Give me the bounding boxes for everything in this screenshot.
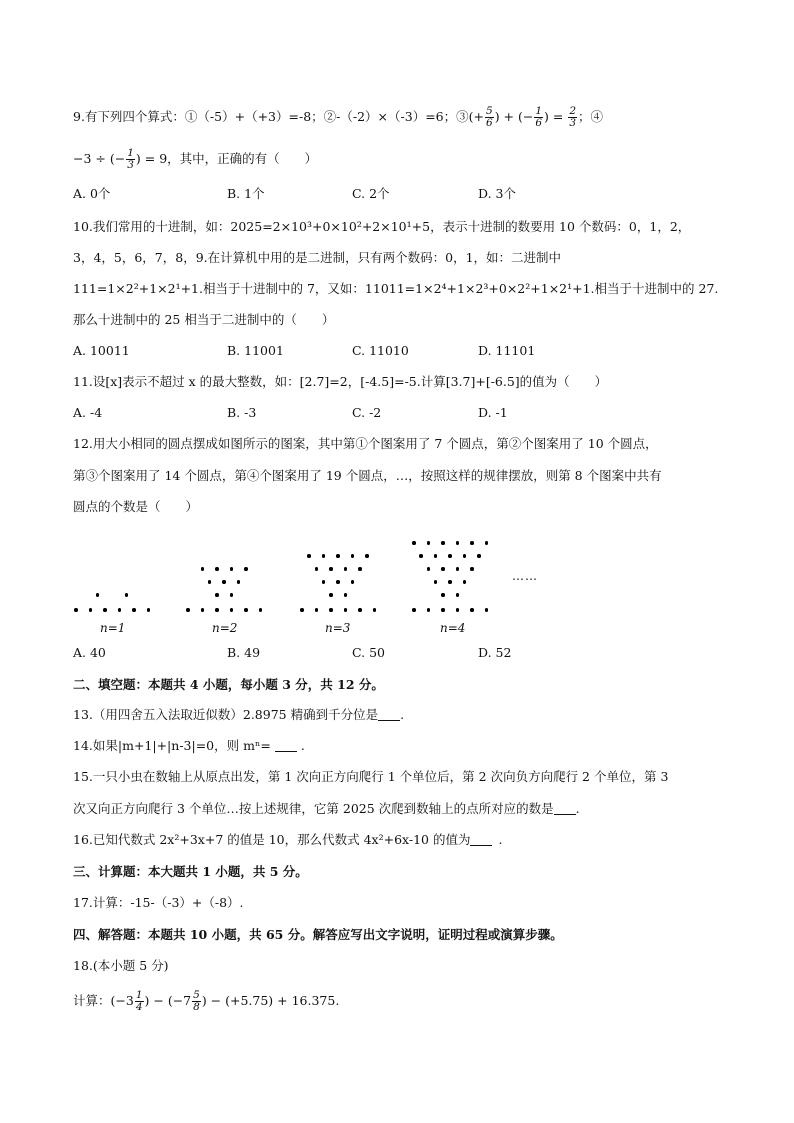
- pattern-2-dot: [201, 608, 205, 612]
- pattern-3-dot: [307, 554, 311, 558]
- pattern-2-dot: [201, 567, 205, 571]
- pattern-4-dot: [412, 541, 416, 545]
- pattern-2-dot: [244, 567, 248, 571]
- pattern-3-dot: [329, 608, 333, 612]
- q9-option-b: B. 1个: [227, 186, 265, 201]
- q12-option-a: A. 40: [73, 645, 106, 660]
- q9-option-d: D. 3个: [478, 186, 516, 201]
- q9-line1: 9.有下列四个算式：①（-5）+（+3）=-8；②-（-2）×（-3）=6；③(+ $\frac{5}{6}$ ) + (− $\frac{1}{6}$ ) = $\frac{2}{3}$ ；④: [73, 105, 604, 129]
- pattern-4-dot: [485, 541, 489, 545]
- q18-expression: 计算：(−3 $\frac{1}{4}$ ) − (−7 $\frac{5}{8}$ ) − (+5.75) + 16.375.: [73, 989, 340, 1013]
- q15-answer-blank[interactable]: [554, 802, 576, 815]
- pattern-3-dot: [358, 608, 362, 612]
- q15-line1: 15.一只小虫在数轴上从原点出发，第 1 次向正方向爬行 1 个单位后，第 2 次向负方向爬行 2 个单位，第 3: [73, 769, 669, 784]
- figure-label-n1: n=1: [100, 621, 126, 635]
- q10-option-d: D. 11101: [478, 343, 536, 358]
- pattern-4-dot: [463, 554, 467, 558]
- pattern-3-dot: [351, 580, 355, 584]
- pattern-2-dot: [215, 567, 219, 571]
- figure-label-n3: n=3: [325, 621, 351, 635]
- section-3-heading: 三、计算题：本大题共 1 小题，共 5 分。: [73, 864, 308, 879]
- pattern-2-dot: [230, 593, 234, 597]
- pattern-2-dot: [186, 608, 190, 612]
- pattern-4-dot: [412, 608, 416, 612]
- pattern-2-dot: [215, 608, 219, 612]
- q13-line: 13.（用四舍五入法取近似数）2.8975 精确到千分位是 .: [73, 707, 405, 722]
- pattern-1-dot: [103, 608, 107, 612]
- q9-frac-a: $\frac{5}{6}$: [486, 105, 493, 129]
- pattern-3-dot: [373, 608, 377, 612]
- pattern-4-dot: [485, 608, 489, 612]
- pattern-2-dot: [208, 580, 212, 584]
- pattern-4-dot: [477, 554, 481, 558]
- q11-option-b: B. -3: [227, 405, 257, 420]
- pattern-4-dot: [427, 608, 431, 612]
- pattern-4-dot: [441, 593, 445, 597]
- pattern-3-dot: [351, 554, 355, 558]
- section-4-heading: 四、解答题：本题共 10 小题，共 65 分。解答应写出文字说明，证明过程或演算步骤。: [73, 927, 563, 942]
- q11-line1: 11.设[x]表示不超过 x 的最大整数，如：[2.7]=2，[-4.5]=-5.计算[3.7]+[-6.5]的值为（ ）: [73, 374, 608, 389]
- q16-line: 16.已知代数式 2x²+3x+7 的值是 10，那么代数式 4x²+6x-10 的值为 .: [73, 832, 503, 847]
- q9-text: 9.有下列四个算式：①（-5）+（+3）=-8；②-（-2）×（-3）=6；③: [73, 109, 469, 124]
- q9-line2: −3 ÷ (− $\frac{1}{3}$ ) = 9，其中，正确的有（ ）: [73, 147, 318, 171]
- pattern-4-dot: [441, 567, 445, 571]
- pattern-2-dot: [230, 608, 234, 612]
- q10-option-a: A. 10011: [73, 343, 130, 358]
- pattern-3-dot: [300, 608, 304, 612]
- pattern-3-dot: [344, 567, 348, 571]
- pattern-3-dot: [336, 580, 340, 584]
- pattern-4-dot: [434, 554, 438, 558]
- q9-option-a: A. 0个: [73, 186, 111, 201]
- pattern-4-dot: [441, 541, 445, 545]
- pattern-2-dot: [259, 608, 263, 612]
- q10-line2: 3，4，5，6，7，8，9.在计算机中用的是二进制，只有两个数码：0，1，如：二进制中: [73, 250, 562, 265]
- q12-option-d: D. 52: [478, 645, 512, 660]
- q12-option-b: B. 49: [227, 645, 261, 660]
- pattern-3-dot: [329, 567, 333, 571]
- q17-line: 17.计算：-15-（-3）+（-8）.: [73, 895, 244, 910]
- pattern-4-dot: [427, 541, 431, 545]
- pattern-3-dot: [322, 580, 326, 584]
- pattern-1-dot: [147, 608, 151, 612]
- figure-ellipsis: ……: [512, 569, 538, 583]
- pattern-3-dot: [329, 593, 333, 597]
- q14-answer-blank[interactable]: [275, 739, 297, 752]
- q9-option-c: C. 2个: [352, 186, 390, 201]
- pattern-4-dot: [470, 541, 474, 545]
- q12-option-c: C. 50: [352, 645, 385, 660]
- pattern-1-dot: [125, 593, 129, 597]
- pattern-3-dot: [315, 567, 319, 571]
- pattern-4-dot: [470, 567, 474, 571]
- q10-option-b: B. 11001: [227, 343, 284, 358]
- pattern-4-dot: [463, 580, 467, 584]
- pattern-4-dot: [419, 554, 423, 558]
- pattern-4-dot: [448, 554, 452, 558]
- pattern-4-dot: [470, 608, 474, 612]
- q9-frac-b: $\frac{1}{6}$: [535, 105, 543, 129]
- q18-title: 18.(本小题 5 分): [73, 958, 169, 973]
- pattern-1-dot: [89, 608, 93, 612]
- pattern-3-dot: [344, 608, 348, 612]
- section-2-heading: 二、填空题：本题共 4 小题，每小题 3 分，共 12 分。: [73, 677, 384, 692]
- pattern-3-dot: [358, 567, 362, 571]
- pattern-4-dot: [441, 608, 445, 612]
- q11-option-c: C. -2: [352, 405, 382, 420]
- q12-line2: 第③个图案用了 14 个圆点，第④个图案用了 19 个圆点，…，按照这样的规律摆放，则第 8 个图案中共有: [73, 468, 662, 483]
- q13-answer-blank[interactable]: [378, 708, 400, 721]
- pattern-1-dot: [74, 608, 78, 612]
- pattern-4-dot: [456, 567, 460, 571]
- q9-frac-c: $\frac{2}{3}$: [569, 105, 577, 129]
- q10-option-c: C. 11010: [352, 343, 409, 358]
- q10-line3: 111=1×2²+1×2¹+1.相当于十进制中的 7，又如：11011=1×2⁴+1×2³+0×2²+1×2¹+1.相当于十进制中的 27.: [73, 281, 719, 296]
- pattern-1-dot: [118, 608, 122, 612]
- pattern-4-dot: [456, 541, 460, 545]
- pattern-4-dot: [427, 567, 431, 571]
- pattern-3-dot: [336, 554, 340, 558]
- q12-line3: 圆点的个数是（ ）: [73, 499, 199, 514]
- q16-answer-blank[interactable]: [470, 833, 492, 846]
- pattern-2-dot: [215, 593, 219, 597]
- pattern-4-dot: [456, 608, 460, 612]
- pattern-2-dot: [237, 580, 241, 584]
- q10-line1: 10.我们常用的十进制，如：2025=2×10³+0×10²+2×10¹+5，表示十进制的数要用 10 个数码：0，1，2，: [73, 219, 691, 234]
- q10-line4: 那么十进制中的 25 相当于二进制中的（ ）: [73, 312, 335, 327]
- pattern-3-dot: [365, 554, 369, 558]
- figure-label-n4: n=4: [440, 621, 466, 635]
- q14-line: 14.如果|m+1|+|n-3|=0，则 mⁿ= .: [73, 738, 305, 753]
- pattern-4-dot: [434, 580, 438, 584]
- q9-line2-frac: $\frac{1}{3}$: [127, 147, 134, 171]
- pattern-1-dot: [96, 593, 100, 597]
- pattern-3-dot: [315, 608, 319, 612]
- q11-option-d: D. -1: [478, 405, 508, 420]
- pattern-2-dot: [230, 567, 234, 571]
- q18-frac-2: $\frac{5}{8}$: [193, 989, 200, 1013]
- q12-line1: 12.用大小相同的圆点摆成如图所示的图案，其中第①个图案用了 7 个圆点，第②个图案用了 10 个圆点，: [73, 436, 658, 451]
- q11-option-a: A. -4: [73, 405, 103, 420]
- q18-frac-1: $\frac{1}{4}$: [135, 989, 143, 1013]
- pattern-3-dot: [322, 554, 326, 558]
- pattern-1-dot: [132, 608, 136, 612]
- pattern-2-dot: [244, 608, 248, 612]
- figure-label-n2: n=2: [212, 621, 238, 635]
- pattern-2-dot: [222, 580, 226, 584]
- q15-line2: 次又向正方向爬行 3 个单位…按上述规律，它第 2025 次爬到数轴上的点所对应的数是 .: [73, 801, 580, 816]
- pattern-4-dot: [448, 580, 452, 584]
- pattern-3-dot: [344, 593, 348, 597]
- pattern-4-dot: [456, 593, 460, 597]
